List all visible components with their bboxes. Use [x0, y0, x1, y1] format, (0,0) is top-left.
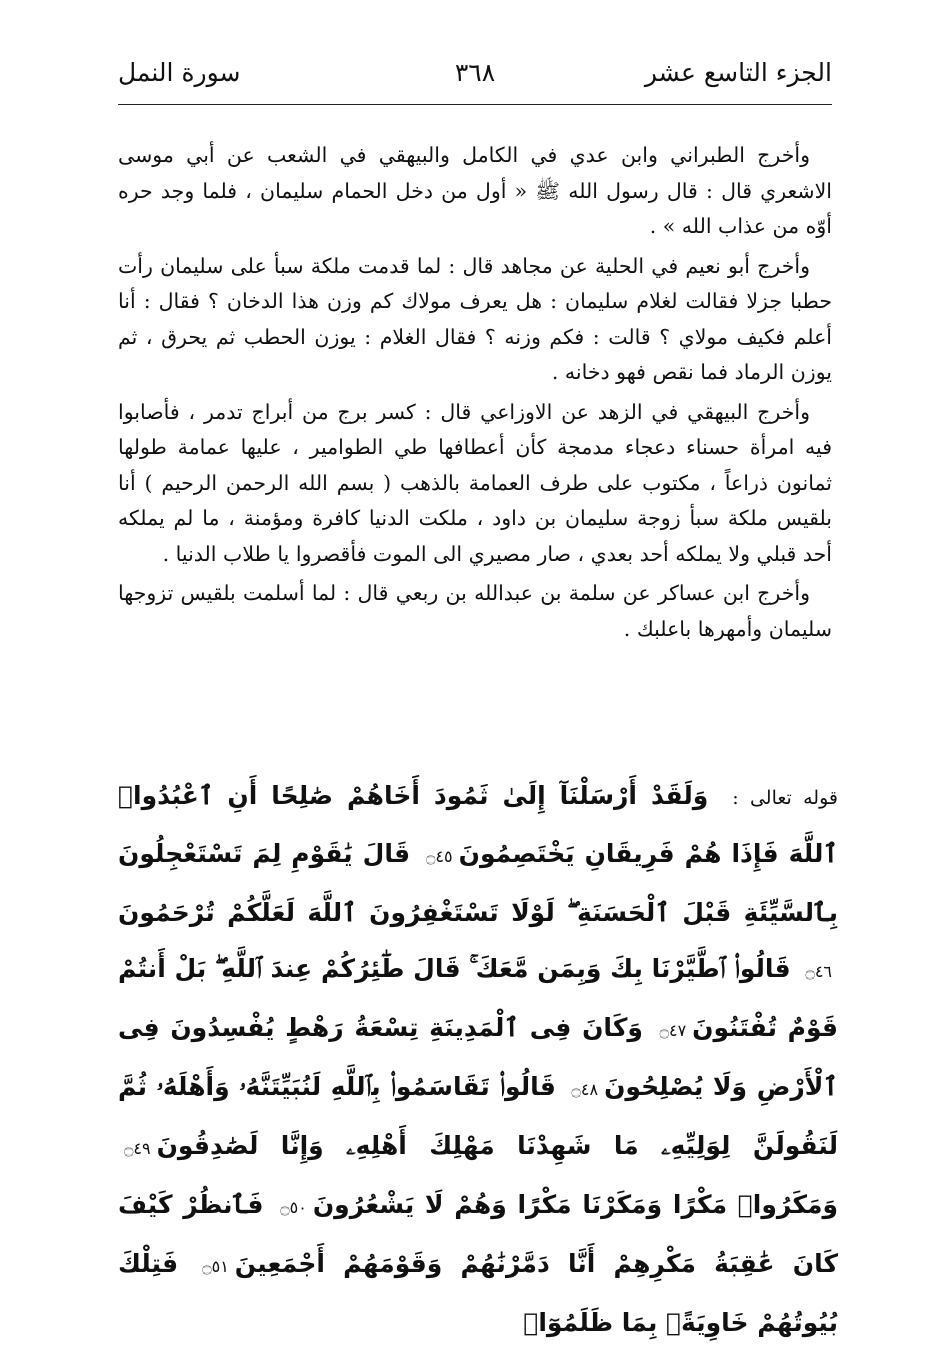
page-header [118, 58, 832, 98]
verse-text: قَالُوا۟ ٱطَّيَّرْنَا بِكَ وَبِمَن مَّعَكَ ۚ قَالَ طَٰٓئِرُكُمْ عِندَ ٱللَّهِ ۖ بَلْ أَنتُمْ قَوْمٌ تُفْتَنُونَ [118, 954, 838, 1042]
commentary-text [118, 138, 832, 647]
verse-text: وَلَقَدْ أَرْسَلْنَآ إِلَىٰ ثَمُودَ أَخَاهُمْ صَٰلِحًا أَنِ ٱعْبُدُوا۟ ٱللَّهَ فَإِذَا هُمْ فَرِيقَانِ يَخْتَصِمُونَ [118, 781, 838, 868]
ayah-number-marker: ۝٥١ [202, 1257, 229, 1276]
part-title: الجزء التاسع عشر [644, 58, 832, 87]
verse-text: فَتِلْكَ بُيُوتُهُمْ خَاوِيَةًۢ بِمَا ظَلَمُوٓا۟ [118, 1249, 838, 1337]
verse-text: وَمَكَرُوا۟ مَكْرًا وَمَكَرْنَا مَكْرًا وَهُمْ لَا يَشْعُرُونَ [312, 1190, 838, 1219]
verse-text: قَالُوا۟ تَقَاسَمُوا۟ بِٱللَّهِ لَنُبَيِّتَنَّهُۥ وَأَهْلَهُۥ ثُمَّ لَنَقُولَنَّ لِوَلِيِّهِۦ مَا شَهِدْنَا مَهْلِكَ أَهْلِهِۦ وَإِنَّا لَصَٰدِقُونَ [118, 1072, 838, 1160]
paragraph-ibn-asakir: وأخرج ابن عساكر عن سلمة بن عبدالله بن ربعي قال : لما أسلمت بلقيس تزوجها سليمان وأمهرها باعلبك . [118, 581, 832, 641]
surah-title: سورة النمل [118, 58, 241, 87]
paragraph-bayhaqi: وأخرج البيهقي في الزهد عن الاوزاعي قال : كسر برج من أبراج تدمر ، فأصابوا فيه امرأة حسناء دعجاء مدمجة كأن أعطافها طي الطوامير ، عليها عمامة طولها ثمانون ذراعاً ، مكتوب على طرف العمامة بالذهب ( بسم الله الرحمن الرحيم ) أنا بلقيس ملكة سبأ زوجة سليمان بن داود ، ملكت الدنيا كافرة ومؤمنة ، ما لم يملكه أحد قبلي ولا يملكه أحد بعدي ، صار مصيري الى الموت فأقصروا يا طلاب الدنيا . [118, 399, 832, 566]
verse-text: قَالَ يَٰقَوْمِ لِمَ تَسْتَعْجِلُونَ بِٱلسَّيِّئَةِ قَبْلَ ٱلْحَسَنَةِ ۖ لَوْلَا تَسْتَغْفِرُونَ ٱللَّهَ لَعَلَّكُمْ تُرْحَمُونَ [118, 839, 838, 927]
quran-intro: قوله تعالى : [732, 787, 838, 809]
ayah-number-marker: ۝٤٨ [571, 1080, 599, 1099]
ayah-number-marker: ۝٤٧ [659, 1021, 687, 1040]
ayah-number-marker: ۝٤٦ [805, 962, 832, 981]
ayah-number-marker: ۝٤٥ [426, 847, 453, 866]
verse-text: وَكَانَ فِى ٱلْمَدِينَةِ تِسْعَةُ رَهْطٍ يُفْسِدُونَ فِى ٱلْأَرْضِ وَلَا يُصْلِحُونَ [118, 1013, 838, 1101]
ayah-number-marker: ۝٤٩ [124, 1139, 151, 1158]
verse-text: فَٱنظُرْ كَيْفَ كَانَ عَٰقِبَةُ مَكْرِهِمْ أَنَّا دَمَّرْنَٰهُمْ وَقَوْمَهُمْ أَجْمَعِينَ [118, 1190, 838, 1278]
ayah-number-marker: ۝٥٠ [280, 1198, 307, 1217]
paragraph-tabarani: وأخرج الطبراني وابن عدي في الكامل والبيهقي في الشعب عن أبي موسى الاشعري قال : قال رسول الله ﷺ « أول من دخل الحمام سليمان ، فلما وجد حره أوّه من عذاب الله » . [118, 143, 832, 238]
paragraph-abu-nuaym: وأخرج أبو نعيم في الحلية عن مجاهد قال : لما قدمت ملكة سبأ على سليمان رأت حطبا جزلا فقالت لغلام سليمان : هل يعرف مولاك كم وزن هذا الدخان ؟ فقال : أنا أعلم فكيف مولاي ؟ قالت : فكم وزنه ؟ فقال الغلام : يوزن الحطب ثم يحرق ، ثم يوزن الرماد فما نقص فهو دخانه . [118, 253, 832, 384]
page-number: ٣٦٨ [454, 58, 496, 87]
header-divider [118, 104, 832, 105]
quran-verses [118, 768, 838, 1351]
